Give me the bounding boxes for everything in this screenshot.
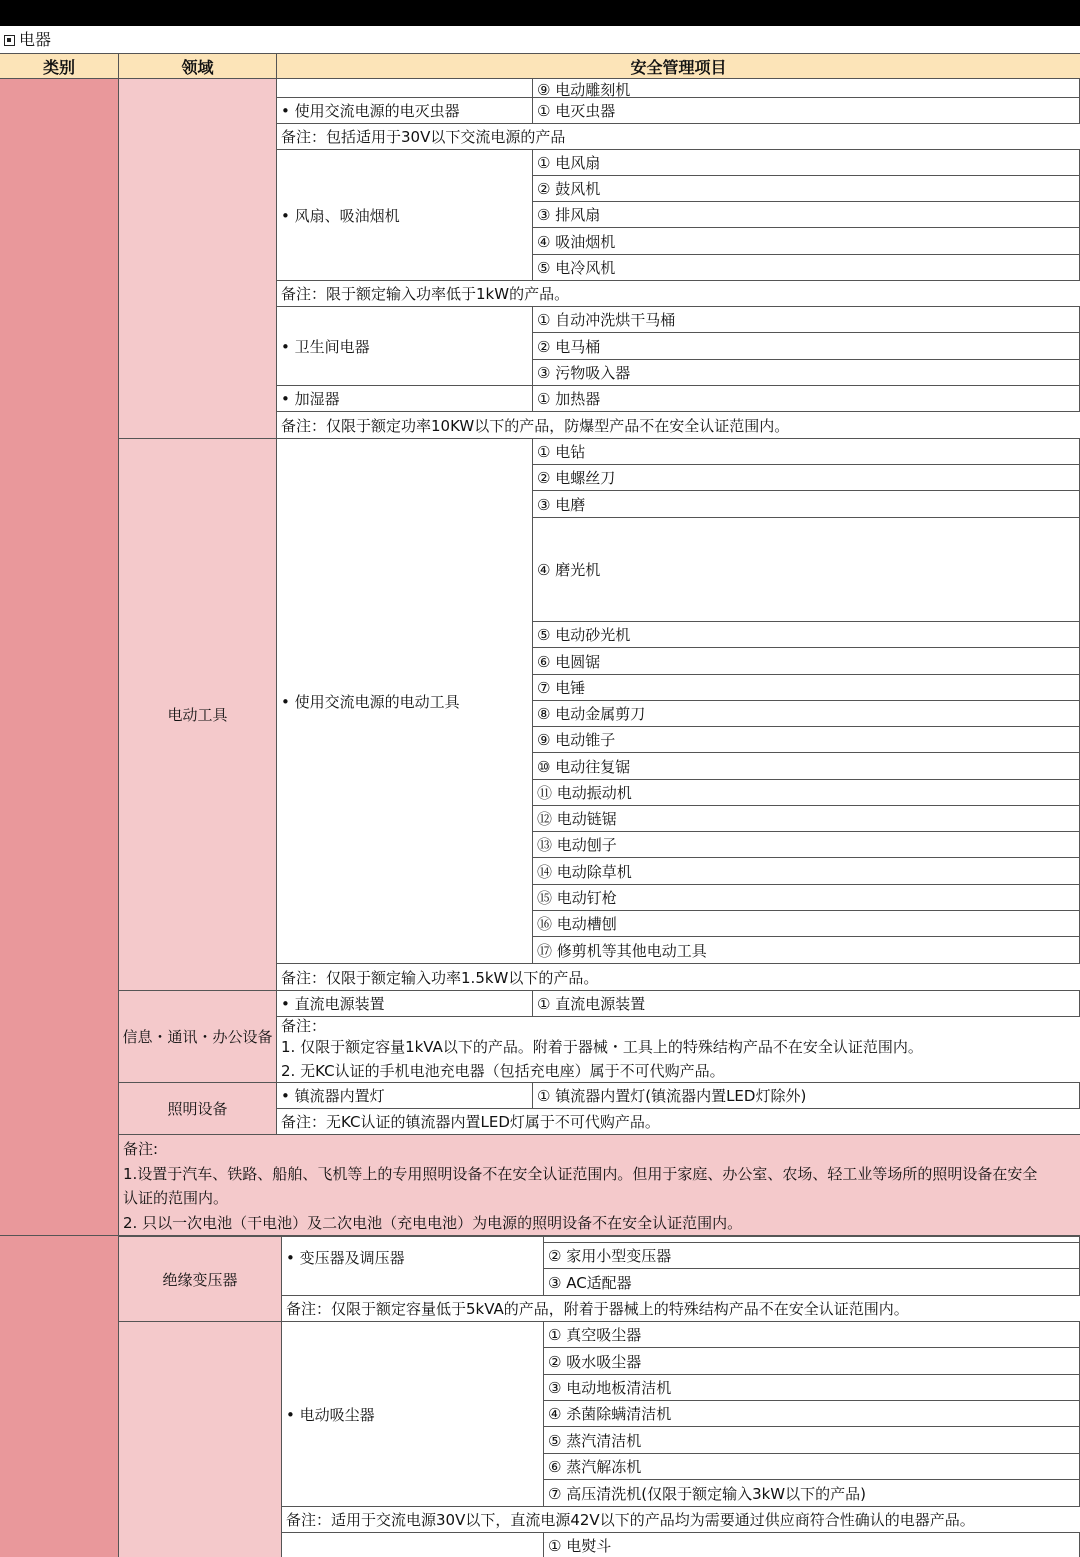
note-info: [277, 1017, 1080, 1083]
item-tool-1: ① 电钻: [533, 439, 1080, 465]
item-fan-1: ① 电风扇: [533, 150, 1080, 176]
group-dc-power: • 直流电源装置: [277, 991, 533, 1017]
note-power-tools: 备注：仅限于额定输入功率1.5kW以下的产品。: [277, 964, 1080, 991]
item-vacuum-5: ⑤ 蒸汽清洁机: [544, 1427, 1080, 1454]
item-tool-5: ⑤ 电动砂光机: [533, 622, 1080, 648]
note-lighting: 备注：无KC认证的镇流器内置LED灯属于不可代购产品。: [277, 1109, 1080, 1135]
item-vacuum-7: ⑦ 高压清洗机(仅限于额定输入3kW以下的产品): [544, 1480, 1080, 1507]
category-cell-1: [0, 79, 119, 1236]
item-vacuum-6: ⑥ 蒸汽解冻机: [544, 1454, 1080, 1480]
domain-lighting: 照明设备: [119, 1083, 277, 1135]
note-info-line-2: 1. 仅限于额定容量1kVA以下的产品。附着于器械・工具上的特殊结构产品不在安全认证范围内。: [281, 1038, 923, 1056]
section-title-text: 电器: [19, 30, 52, 49]
note-vacuum: 备注：适用于交流电源30V以下，直流电源42V以下的产品均为需要通过供应商符合性确认的电器产品。: [282, 1507, 1080, 1533]
item-tool-17: ⑰ 修剪机等其他电动工具: [533, 937, 1080, 964]
note-info-line-3: 2. 无KC认证的手机电池充电器（包括充电座）属于不可代购产品。: [281, 1062, 725, 1080]
note-info-line-1: 备注：: [281, 1017, 327, 1035]
category-cell-2: [0, 1236, 119, 1557]
item-tool-6: ⑥ 电圆锯: [533, 648, 1080, 675]
item-fan-3: ③ 排风扇: [533, 202, 1080, 228]
group-next: [282, 1533, 544, 1557]
item-tool-9: ⑨ 电动锥子: [533, 727, 1080, 753]
item-vacuum-2: ② 吸水吸尘器: [544, 1348, 1080, 1375]
note-big-line-3: 认证的范围内。: [123, 1189, 229, 1207]
item-tool-13: ⑬ 电动刨子: [533, 832, 1080, 858]
item-tool-4: ④ 磨光机: [533, 518, 1080, 622]
note-transformer: 备注：仅限于额定容量低于5kVA的产品，附着于器械上的特殊结构产品不在安全认证范围内。: [282, 1296, 1080, 1322]
section-title: [4, 29, 51, 51]
item-fan-2: ② 鼓风机: [533, 176, 1080, 202]
group-humid: • 加湿器: [277, 386, 533, 412]
item-tool-11: ⑪ 电动振动机: [533, 780, 1080, 806]
item-transformer-cut: [544, 1236, 1080, 1243]
item-ballast-lamp: ① 镇流器内置灯(镇流器内置LED灯除外): [533, 1083, 1080, 1109]
item-toilet-3: ③ 污物吸入器: [533, 360, 1080, 386]
item-tool-10: ⑩ 电动往复锯: [533, 753, 1080, 780]
item-toilet-2: ② 电马桶: [533, 333, 1080, 360]
item-tool-3: ③ 电磨: [533, 491, 1080, 518]
domain-info-office: 信息・通讯・办公设备: [119, 991, 277, 1083]
item-tool-8: ⑧ 电动金属剪刀: [533, 701, 1080, 727]
item-vacuum-4: ④ 杀菌除螨清洁机: [544, 1401, 1080, 1427]
item-tool-15: ⑮ 电动钉枪: [533, 885, 1080, 911]
note-big-line-2: 1.设置于汽车、铁路、船舶、飞机等上的专用照明设备不在安全认证范围内。但用于家庭、办公室、农场、轻工业等场所的照明设备在安全: [123, 1164, 1038, 1183]
header-domain: 领域: [119, 53, 277, 79]
item-tool-14: ⑭ 电动除草机: [533, 858, 1080, 885]
domain-power-tools: 电动工具: [119, 439, 277, 991]
item-iron: ① 电熨斗: [544, 1533, 1080, 1557]
square-bullet-icon: [4, 35, 15, 46]
group-power-tools: • 使用交流电源的电动工具: [277, 439, 533, 964]
group-insect: • 使用交流电源的电灭虫器: [277, 98, 533, 124]
note-fan: 备注：限于额定输入功率低于1kW的产品。: [277, 281, 1080, 307]
header-items: 安全管理项目: [277, 53, 1080, 79]
note-lighting-big: [119, 1135, 1080, 1236]
item-tool-7: ⑦ 电锤: [533, 675, 1080, 701]
item-fan-5: ⑤ 电冷风机: [533, 255, 1080, 281]
group-fan: • 风扇、吸油烟机: [277, 150, 533, 281]
item-tool-12: ⑫ 电动链锯: [533, 806, 1080, 832]
top-bar: [0, 0, 1080, 26]
item-transformer-2: ② 家用小型变压器: [544, 1243, 1080, 1269]
group-ballast-lamp: • 镇流器内置灯: [277, 1083, 533, 1109]
item-toilet-1: ① 自动冲洗烘干马桶: [533, 307, 1080, 333]
item-vacuum-3: ③ 电动地板清洁机: [544, 1375, 1080, 1401]
note-big-line-1: 备注:: [123, 1140, 159, 1158]
group-blank: [277, 79, 533, 98]
header-category: 类别: [0, 53, 119, 79]
group-transformer: • 变压器及调压器: [282, 1236, 544, 1296]
domain-transformer: 绝缘变压器: [119, 1236, 282, 1322]
item-insect: ① 电灭虫器: [533, 98, 1080, 124]
item-fan-4: ④ 吸油烟机: [533, 228, 1080, 255]
note-big-line-4: 2. 只以一次电池（干电池）及二次电池（充电电池）为电源的照明设备不在安全认证范围内。: [123, 1213, 743, 1232]
item-vacuum-1: ① 真空吸尘器: [544, 1322, 1080, 1348]
group-vacuum: • 电动吸尘器: [282, 1322, 544, 1507]
note-insect: 备注：包括适用于30V以下交流电源的产品: [277, 124, 1080, 150]
note-humid: 备注：仅限于额定功率10KW以下的产品，防爆型产品不在安全认证范围内。: [277, 412, 1080, 439]
item-humid: ① 加热器: [533, 386, 1080, 412]
item-transformer-3: ③ AC适配器: [544, 1269, 1080, 1296]
item-tool-2: ② 电螺丝刀: [533, 465, 1080, 491]
item-tool-16: ⑯ 电动槽刨: [533, 911, 1080, 937]
group-toilet: • 卫生间电器: [277, 307, 533, 386]
item-cut: ⑨ 电动雕刻机: [533, 79, 1080, 98]
item-dc-power: ① 直流电源装置: [533, 991, 1080, 1017]
domain-vacuum: [119, 1322, 282, 1557]
domain-cell-continued: [119, 79, 277, 439]
